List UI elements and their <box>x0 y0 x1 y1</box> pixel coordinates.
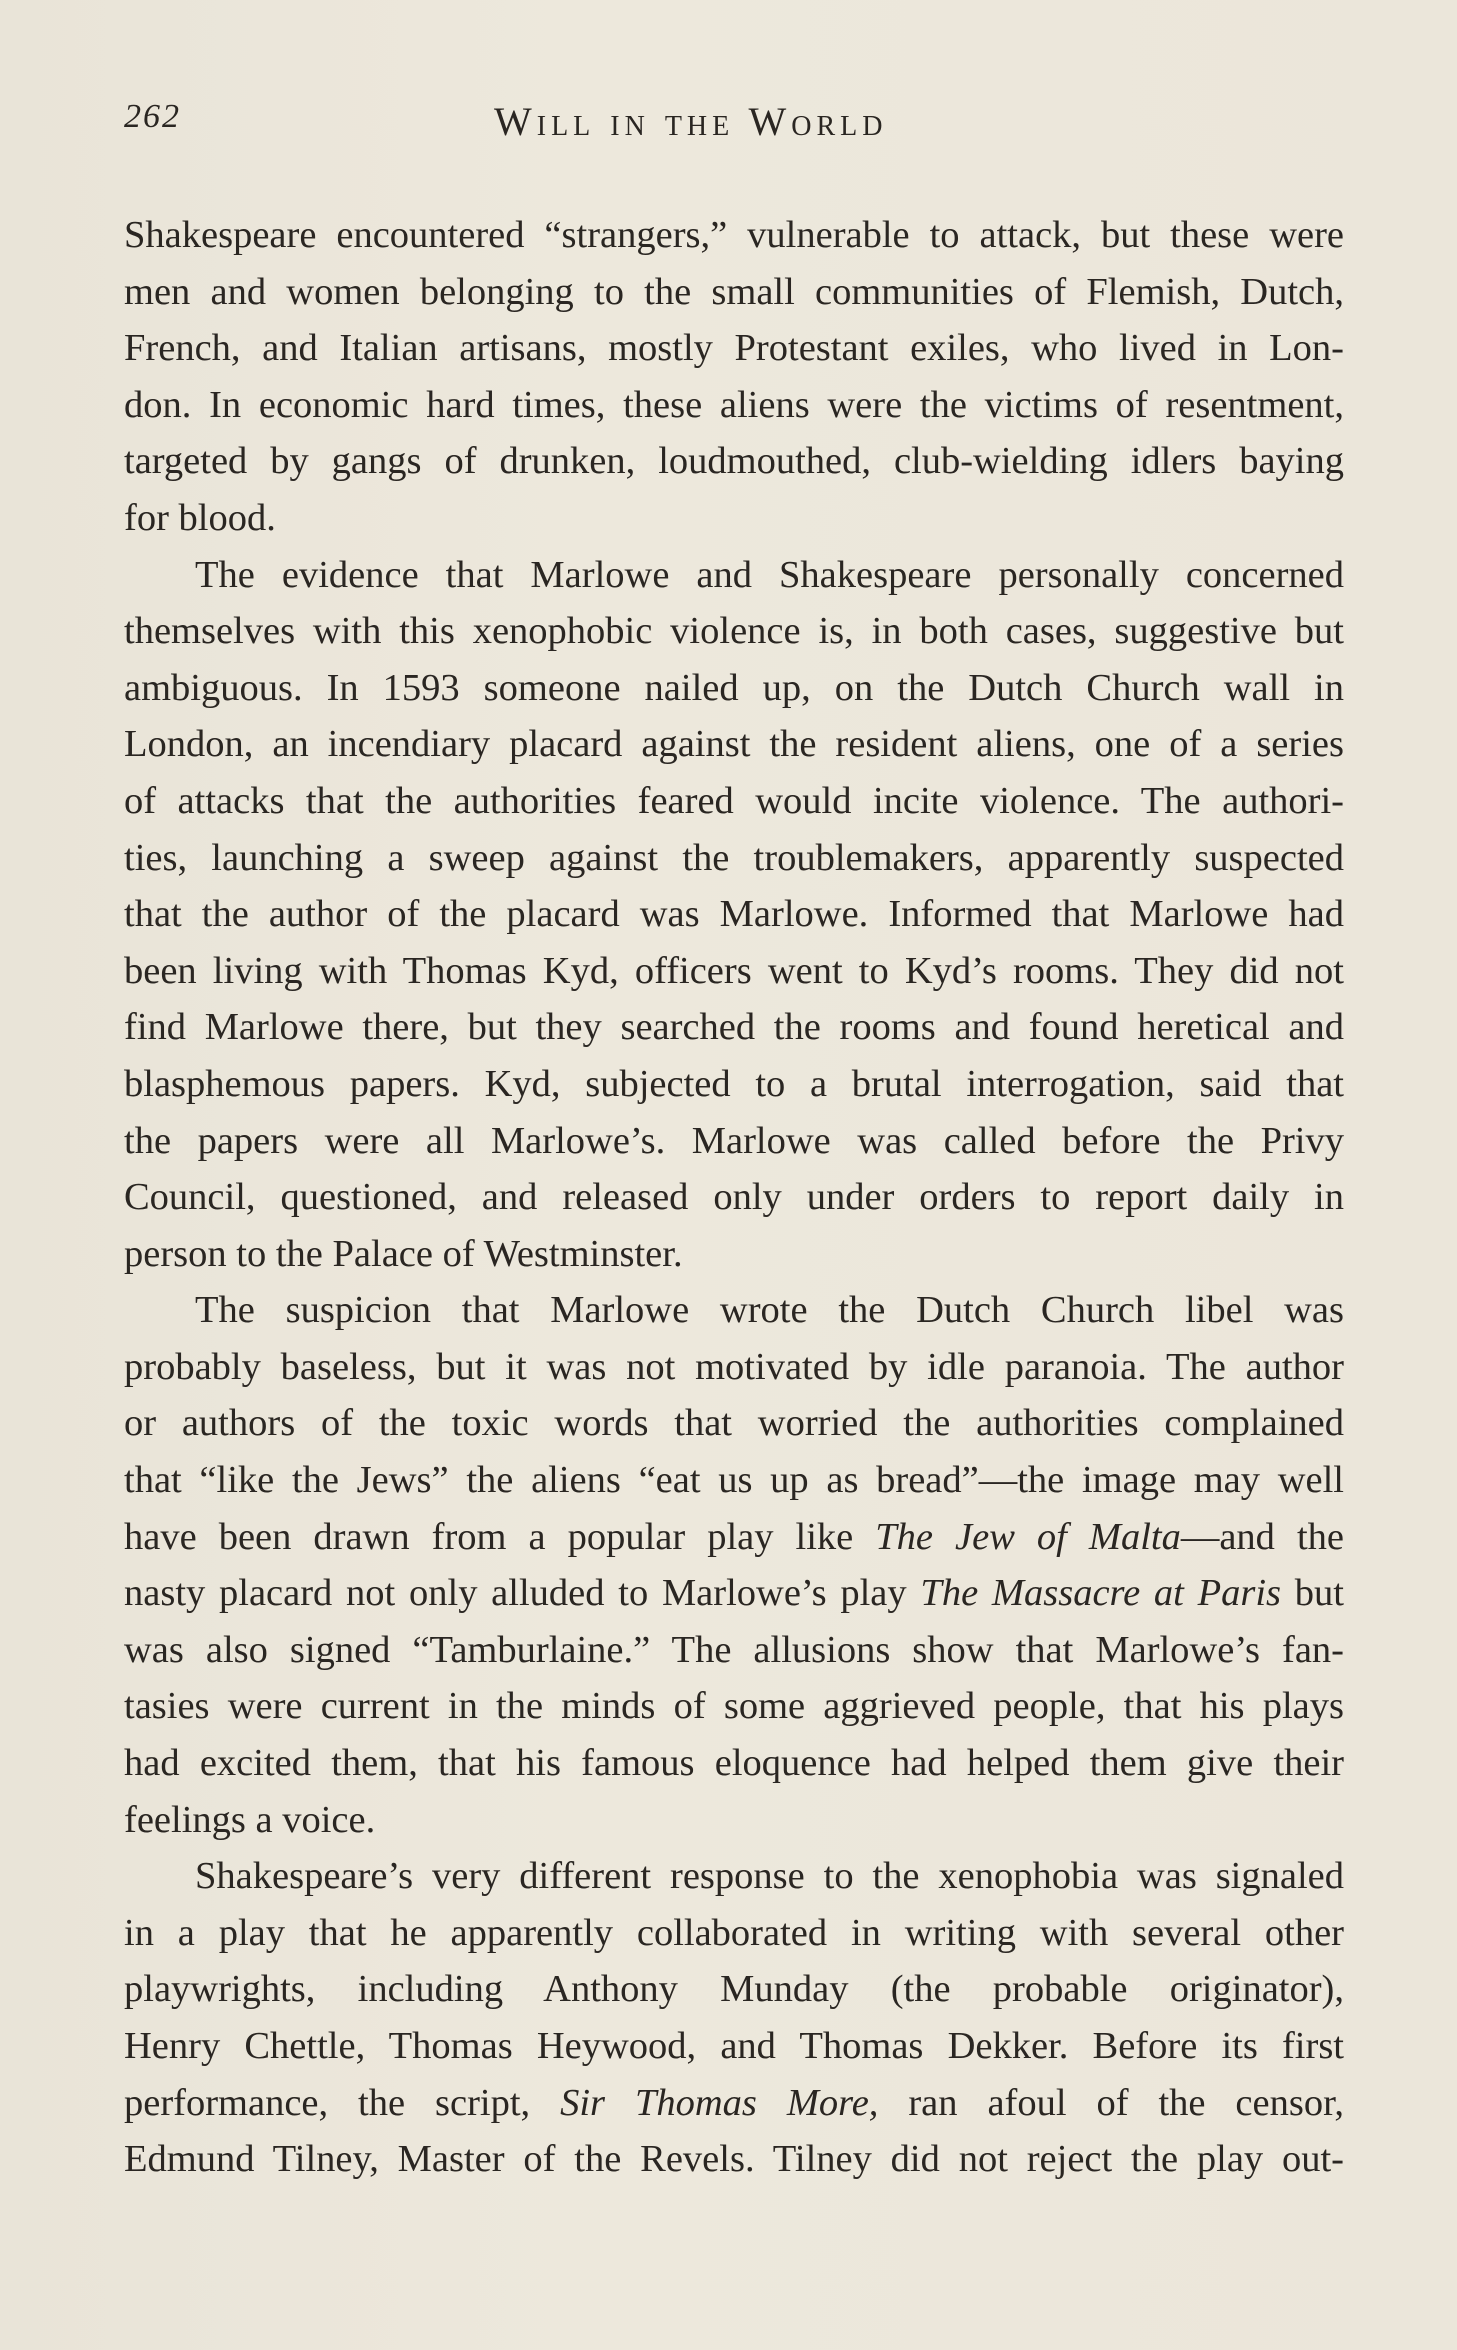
text-line: tasies were current in the minds of some aggrieved people, that his plays <box>124 1685 1344 1728</box>
text-line: for blood. <box>124 496 276 539</box>
text-line: nasty placard not only alluded to Marlowe’s play The Massacre at Paris but <box>124 1572 1344 1615</box>
text-line: have been drawn from a popular play like The Jew of Malta—and the <box>124 1515 1344 1558</box>
text-line: feelings a voice. <box>124 1798 376 1841</box>
text-line: of attacks that the authorities feared would incite violence. The authori- <box>124 779 1344 822</box>
italic-title: The Massacre at Paris <box>920 1572 1282 1615</box>
text-line: Shakespeare’s very different response to the xenophobia was signaled <box>195 1855 1344 1898</box>
text-line: playwrights, including Anthony Munday (the probable originator), <box>124 1968 1344 2011</box>
running-head <box>124 98 1344 148</box>
paragraph <box>124 547 1344 1283</box>
text-line: or authors of the toxic words that worried the authorities complained <box>124 1402 1344 1445</box>
page-number: 262 <box>124 98 181 135</box>
paragraph <box>124 1848 1344 2188</box>
text-line: ties, launching a sweep against the troublemakers, apparently suspected <box>124 836 1344 879</box>
text-line: that the author of the placard was Marlowe. Informed that Marlowe had <box>124 893 1344 936</box>
text-line: men and women belonging to the small communities of Flemish, Dutch, <box>124 270 1344 313</box>
italic-title: The Jew of Malta <box>875 1515 1181 1558</box>
text-line: ambiguous. In 1593 someone nailed up, on the Dutch Church wall in <box>124 666 1344 709</box>
text-line: Shakespeare encountered “strangers,” vulnerable to attack, but these were <box>124 214 1344 256</box>
text-line: targeted by gangs of drunken, loudmouthed, club-wielding idlers baying <box>124 440 1344 483</box>
text-line: Edmund Tilney, Master of the Revels. Tilney did not reject the play out- <box>124 2138 1344 2181</box>
paragraph <box>124 207 1344 547</box>
text-line: had excited them, that his famous eloquence had helped them give their <box>124 1742 1344 1785</box>
text-line: that “like the Jews” the aliens “eat us up as bread”—the image may well <box>124 1459 1344 1502</box>
text-line: don. In economic hard times, these aliens were the victims of resentment, <box>124 383 1344 426</box>
paragraph <box>124 1282 1344 1848</box>
text-line: The suspicion that Marlowe wrote the Dutch Church libel was <box>195 1289 1344 1332</box>
text-line: been living with Thomas Kyd, officers went to Kyd’s rooms. They did not <box>124 949 1344 992</box>
text-line: probably baseless, but it was not motivated by idle paranoia. The author <box>124 1345 1344 1388</box>
text-line: performance, the script, Sir Thomas More, ran afoul of the censor, <box>124 2081 1344 2124</box>
text-line: was also signed “Tamburlaine.” The allusions show that Marlowe’s fan- <box>124 1628 1344 1671</box>
text-line: in a play that he apparently collaborated in writing with several other <box>124 1911 1344 1954</box>
text-line: London, an incendiary placard against the resident aliens, one of a series <box>124 723 1344 766</box>
body-text <box>124 207 1344 2188</box>
text-line: person to the Palace of Westminster. <box>124 1232 683 1275</box>
book-title: Will in the World <box>494 99 888 144</box>
text-line: French, and Italian artisans, mostly Protestant exiles, who lived in Lon- <box>124 327 1344 370</box>
text-line: The evidence that Marlowe and Shakespeare personally concerned <box>195 553 1344 596</box>
italic-title: Sir Thomas More, <box>560 2081 879 2124</box>
text-line: themselves with this xenophobic violence is, in both cases, suggestive but <box>124 610 1344 653</box>
text-line: blasphemous papers. Kyd, subjected to a brutal interrogation, said that <box>124 1062 1344 1105</box>
text-line: find Marlowe there, but they searched the rooms and found heretical and <box>124 1006 1344 1049</box>
text-line: Council, questioned, and released only under orders to report daily in <box>124 1176 1344 1219</box>
text-line: the papers were all Marlowe’s. Marlowe was called before the Privy <box>124 1119 1344 1162</box>
text-line: Henry Chettle, Thomas Heywood, and Thomas Dekker. Before its first <box>124 2025 1344 2067</box>
